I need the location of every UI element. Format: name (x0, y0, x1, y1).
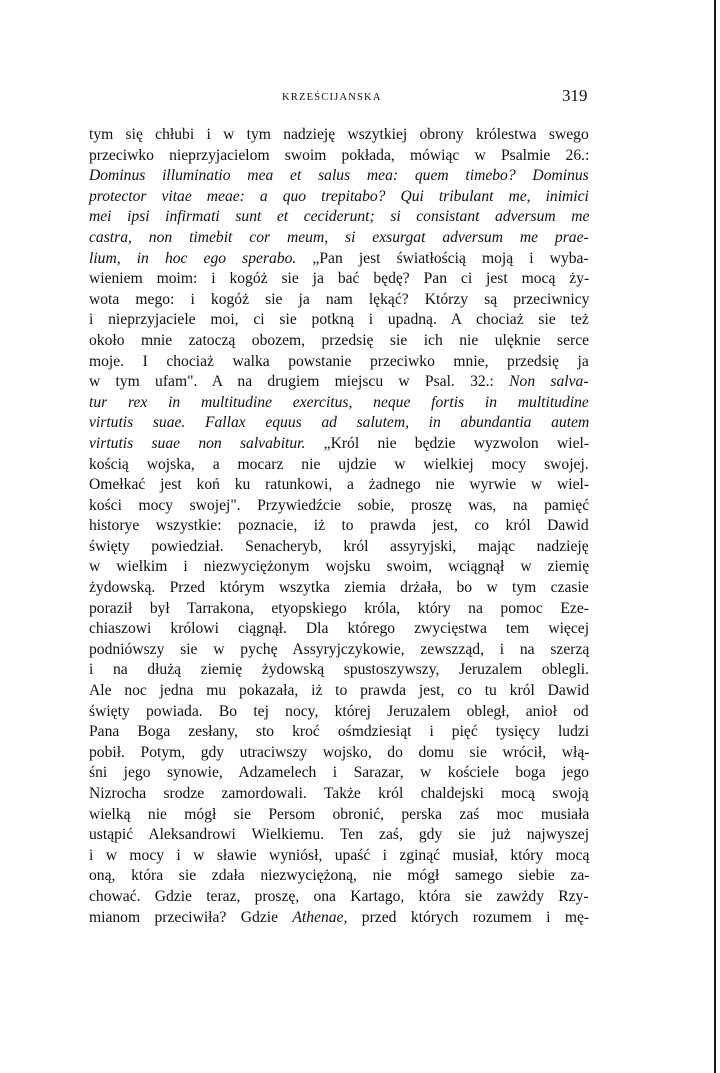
text-segment: moje. I chociaż walka powstanie przeciwko mnie, przedsię ja (89, 352, 589, 370)
latin-quote-segment: tur rex in multitudine exercitus, neque fortis in multitudine (89, 393, 589, 411)
text-line (89, 640, 589, 661)
text-line (89, 331, 589, 352)
text-line (89, 496, 589, 517)
latin-quote-segment: castra, non timebit cor meum, si exsurgat adversum me prae- (89, 228, 589, 246)
text-line (89, 228, 589, 249)
text-line (89, 702, 589, 723)
text-segment: święty powiedział. Senacheryb, król assyryjski, mając nadzieję (89, 537, 589, 555)
text-segment: Omełkać jest koń ku ratunkowi, a żadnego nie wyrwie w wiel- (89, 476, 590, 494)
text-line (89, 557, 589, 578)
text-line (89, 146, 589, 167)
text-line (89, 805, 589, 826)
text-segment: żydowską. Przed którym wszytka ziemia drżała, bo w tym czasie (89, 579, 589, 597)
text-line (89, 166, 589, 187)
text-line (89, 413, 589, 434)
text-segment: „Król nie będzie wyzwolon wiel- (305, 434, 590, 452)
text-line (89, 455, 589, 476)
text-line (89, 681, 589, 702)
text-line (89, 763, 589, 784)
text-segment: w tym ufam". A na drugiem miejscu w Psal. 32.: (89, 373, 510, 391)
text-line (89, 908, 589, 929)
text-segment: święty powiada. Bo tej nocy, której Jeruzalem obległ, anioł od (89, 702, 589, 720)
text-segment: kością wojska, a mocarz nie ujdzie w wielkiej mocy swojej. (89, 455, 589, 473)
latin-quote-segment: lium, in hoc ego sperabo. (89, 249, 297, 267)
text-segment: chiaszowi królowi ciągnął. Dla którego zwycięstwa tem więcej (89, 620, 590, 638)
page-number: 319 (562, 86, 588, 105)
text-segment: przeciwko nieprzyjacielom swoim pokłada, mówiąc w Psalmie 26.: (89, 146, 590, 164)
text-line (89, 537, 589, 558)
text-segment: tym się chłubi i w tym nadzieję wszytkiej obrony królestwa swego (89, 126, 589, 143)
text-line (89, 125, 589, 146)
text-segment: około mnie zatoczą obozem, przedsię sie ich nie ulęknie serce (89, 331, 590, 349)
text-line (89, 866, 589, 887)
latin-quote-segment: virtutis suae. Fallax equus ad salutem, in abundantia autem (89, 414, 590, 432)
text-segment: i w mocy i w sławie wyniósł, upaść i zginąć musiał, który mocą (89, 846, 590, 864)
text-segment: oną, która sie zdała niezwyciężoną, nie mógł samego siebie za- (89, 867, 590, 885)
body-text (89, 125, 589, 928)
latin-quote-segment: virtutis suae non salvabitur. (89, 434, 306, 452)
text-segment: chować. Gdzie teraz, proszę, ona Kartago, która sie zawżdy Rzy- (89, 887, 589, 905)
latin-quote-segment: protector vitae meae: a quo trepitabo? Qui tribulant me, inimici (89, 187, 589, 205)
text-segment: wota mego: i kogóż sie ja nam lękąć? Którzy są przeciwnicy (89, 290, 590, 308)
text-segment: przed których rozumem i mę- (347, 908, 590, 926)
text-line (89, 784, 589, 805)
text-line (89, 516, 589, 537)
text-segment: wielką nie mógł sie Persom obronić, perska zaś moc musiała (89, 805, 590, 823)
text-segment: kości mocy swojej". Przywiedźcie sobie, proszę was, na pamięć (89, 496, 590, 514)
text-line (89, 887, 589, 908)
text-line (89, 393, 589, 414)
latin-quote-segment: Dominus illuminatio mea et salus mea: quem timebo? Dominus (89, 167, 589, 185)
latin-quote-segment: Non salva- (509, 373, 589, 391)
text-segment: śni jego synowie, Adzamelech i Sarazar, w kościele boga jego (89, 764, 589, 782)
text-segment: ustąpić Aleksandrowi Wielkiemu. Ten zaś, gdy sie już najwyszej (89, 826, 590, 844)
text-line (89, 475, 589, 496)
text-line (89, 352, 589, 373)
text-segment: Ale noc jedna mu pokazała, iż to prawda jest, co tu król Dawid (89, 682, 590, 700)
text-segment: Nizrocha srodze zamordowali. Także król chaldejski mocą swoją (89, 785, 589, 802)
text-segment: „Pan jest światłością moją i wyba- (296, 249, 589, 267)
text-line (89, 846, 589, 867)
latin-quote-segment: mei ipsi infirmati sunt et ceciderunt; si consistant adversum me (89, 208, 590, 226)
running-head: KRZEŚCIJANSKA (282, 92, 382, 103)
text-line (89, 269, 589, 290)
text-segment: poraził był Tarrakona, etyopskiego króla, który na pomoc Eze- (89, 599, 589, 617)
text-line (89, 599, 589, 620)
text-line (89, 187, 589, 208)
text-line (89, 660, 589, 681)
text-line (89, 310, 589, 331)
text-line (89, 290, 589, 311)
text-segment: i na dłużą ziemię żydowską spustoszywszy, Jeruzalem oblegli. (89, 661, 590, 679)
page-edge-line (714, 0, 716, 1073)
text-segment: wieniem moim: i kogóż sie ja bać będę? Pan ci jest mocą ży- (89, 270, 590, 288)
text-segment: i nieprzyjaciele moi, ci sie potkną i upadną. A chociaż sie też (89, 311, 589, 329)
text-segment: mianom przeciwiła? Gdzie (89, 908, 293, 926)
text-line (89, 743, 589, 764)
text-line (89, 372, 589, 393)
text-line (89, 722, 589, 743)
text-segment: pobił. Potym, gdy utraciwszy wojsko, do domu sie wrócił, włą- (89, 743, 590, 761)
text-segment: w wielkim i niezwyciężonym wojsku swoim, wciągnął w ziemię (89, 558, 590, 576)
text-segment: historye wszystkie: poznacie, iż to prawda jest, co król Dawid (89, 517, 589, 535)
text-line (89, 434, 589, 455)
text-line (89, 207, 589, 228)
text-line (89, 619, 589, 640)
text-line (89, 249, 589, 270)
text-line (89, 825, 589, 846)
text-line (89, 578, 589, 599)
latin-quote-segment: Athenae, (292, 908, 348, 926)
text-segment: podniówszy sie w pychę Assyryjczykowie, zewszząd, i na szerzą (89, 640, 590, 658)
text-segment: Pana Boga zesłany, sto kroć ośmdziesiąt i pięć tysięcy ludzi (89, 723, 590, 741)
